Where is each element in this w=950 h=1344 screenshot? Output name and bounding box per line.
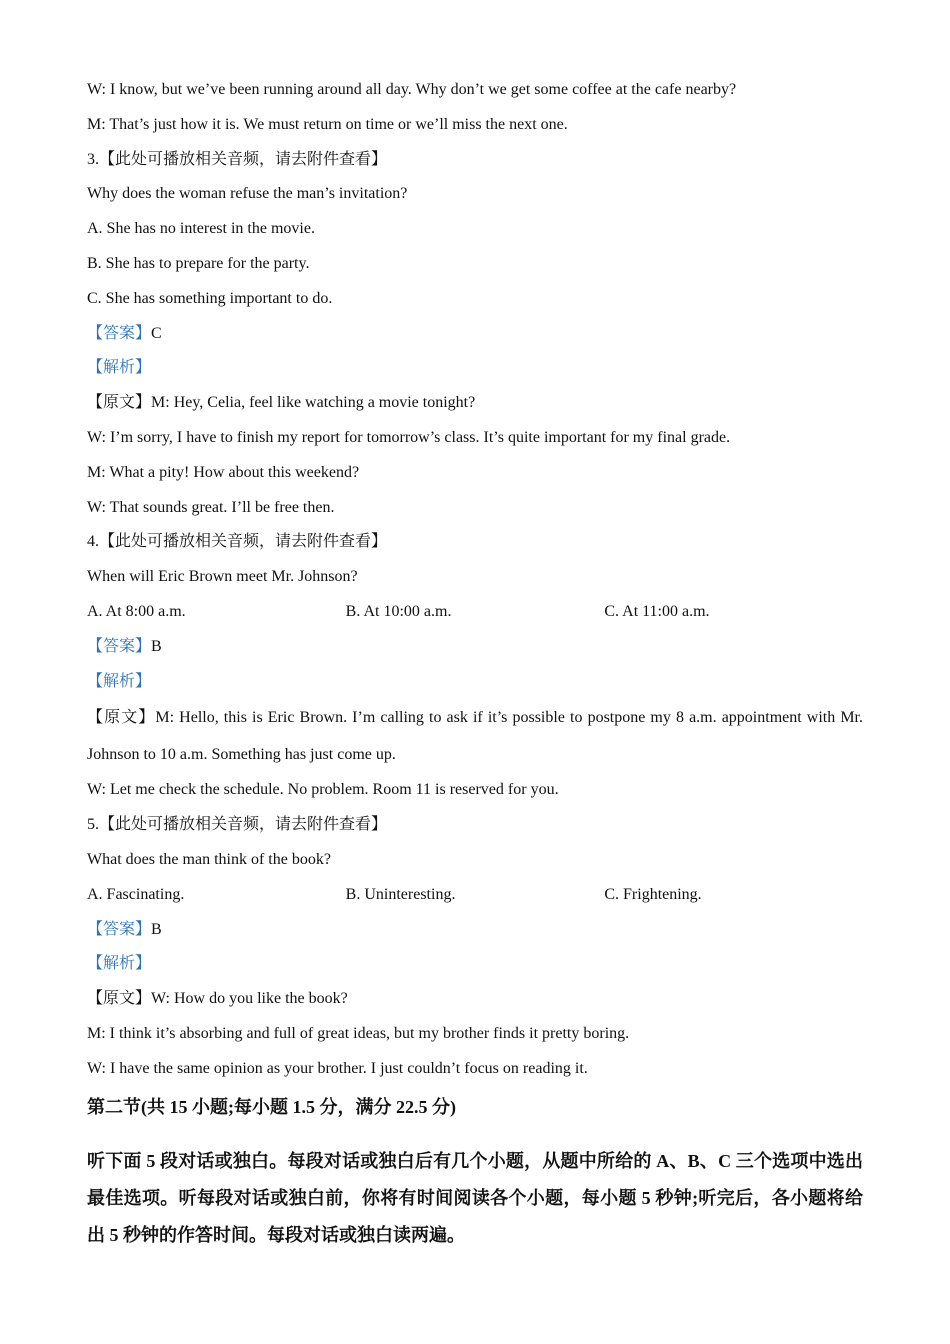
option-c: C. At 11:00 a.m. <box>604 602 710 620</box>
option-c: C. She has something important to do. <box>87 289 333 307</box>
audio-link[interactable]: 【此处可播放相关音频，请去附件查看】 <box>99 816 388 834</box>
question-number: 4. <box>87 533 99 551</box>
answer-line <box>87 317 863 352</box>
question-3-text: Why does the woman refuse the man’s invitation? <box>87 185 408 203</box>
source-line <box>87 699 863 773</box>
question-number: 5. <box>87 816 99 834</box>
question-3-header <box>87 143 863 178</box>
source-text: M: Hey, Celia, feel like watching a movie tonight? <box>151 394 476 412</box>
answer-label: 【答案】 <box>87 324 152 342</box>
option-b: B. Uninteresting. <box>345 885 456 903</box>
transcript-line: W: I have the same opinion as your brother. I just couldn’t focus on reading it. <box>87 1059 588 1077</box>
options-row <box>87 878 863 913</box>
answer-value: C <box>151 324 162 342</box>
transcript-line: W: That sounds great. I’ll be free then. <box>87 498 335 516</box>
transcript-line: M: What a pity! How about this weekend? <box>87 463 360 481</box>
option-a: A. She has no interest in the movie. <box>87 220 315 238</box>
transcript-line: W: I’m sorry, I have to finish my report for tomorrow’s class. It’s quite important for my final grade. <box>87 428 731 446</box>
source-text: M: Hello, this is Eric Brown. I’m calling to ask if it’s possible to postpone my 8 a.m. appointment with Mr. Johnson to 10 a.m. Something has just come up. <box>87 709 863 764</box>
question-4-header <box>87 525 863 560</box>
option-b: B. She has to prepare for the party. <box>87 254 310 272</box>
answer-line <box>87 630 863 665</box>
answer-label: 【答案】 <box>87 920 152 938</box>
audio-link[interactable]: 【此处可播放相关音频，请去附件查看】 <box>99 533 388 551</box>
answer-value: B <box>151 637 162 655</box>
option-c: C. Frightening. <box>604 885 702 903</box>
source-text: W: How do you like the book? <box>151 990 348 1008</box>
source-line <box>87 982 863 1017</box>
source-label: 【原文】 <box>87 394 152 412</box>
audio-link[interactable]: 【此处可播放相关音频，请去附件查看】 <box>99 150 388 168</box>
section-instructions: 听下面 5 段对话或独白。每段对话或独白后有几个小题，从题中所给的 A、B、C 三个选项中选出最佳选项。听每段对话或独白前，你将有时间阅读各个小题，每小题 5 秒钟;听完后，各小题将给出 5 秒钟的作答时间。每段对话或独白读两遍。 <box>87 1150 863 1245</box>
analysis-label: 【解析】 <box>87 955 152 973</box>
question-5-text: What does the man think of the book? <box>87 850 331 868</box>
question-5-header <box>87 808 863 843</box>
source-label: 【原文】 <box>87 990 152 1008</box>
options-row <box>87 595 863 630</box>
question-4-text: When will Eric Brown meet Mr. Johnson? <box>87 568 358 586</box>
transcript-line: W: Let me check the schedule. No problem. Room 11 is reserved for you. <box>87 781 559 799</box>
answer-line <box>87 913 863 948</box>
document-page <box>87 73 863 1272</box>
source-label: 【原文】 <box>87 709 156 727</box>
option-b: B. At 10:00 a.m. <box>345 602 452 620</box>
answer-label: 【答案】 <box>87 637 152 655</box>
analysis-label: 【解析】 <box>87 359 152 377</box>
question-number: 3. <box>87 150 99 168</box>
transcript-line: M: I think it’s absorbing and full of great ideas, but my brother finds it pretty boring. <box>87 1024 630 1042</box>
option-a: A. At 8:00 a.m. <box>87 602 186 620</box>
transcript-line: W: I know, but we’ve been running around all day. Why don’t we get some coffee at the cafe nearby? <box>87 81 737 98</box>
section-heading: 第二节(共 15 小题;每小题 1.5 分，满分 22.5 分) <box>87 1096 456 1117</box>
analysis-label: 【解析】 <box>87 672 152 690</box>
option-a: A. Fascinating. <box>87 885 185 903</box>
source-line <box>87 386 863 421</box>
transcript-line: M: That’s just how it is. We must return on time or we’ll miss the next one. <box>87 115 568 133</box>
answer-value: B <box>151 920 162 938</box>
